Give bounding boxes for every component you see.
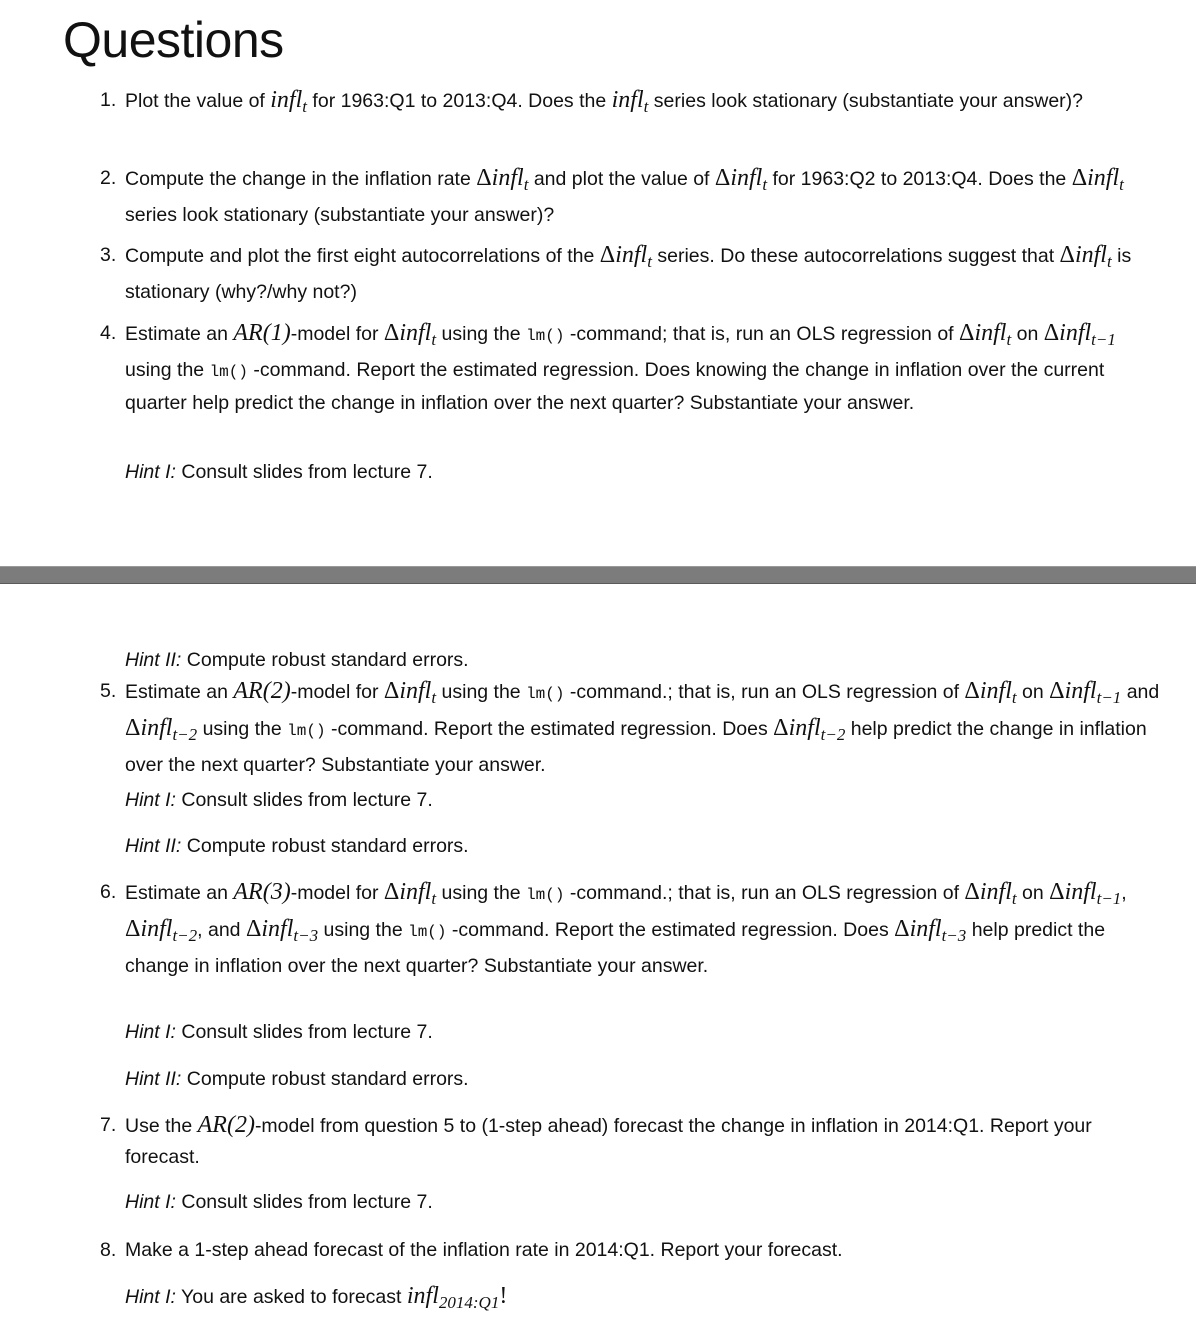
question-7 (100, 1110, 1160, 1173)
lm-code: lm() (408, 923, 447, 941)
q5-hint-1: Hint I: Consult slides from lecture 7. (125, 789, 433, 811)
lm-code: lm() (287, 722, 326, 740)
question-4 (100, 318, 1160, 419)
question-text: Estimate an AR(1)-model for Δinflt using the lm() -command; that is, run an OLS regression of Δinflt on Δinflt−1 using the lm() -command. Report the estimated regression. Does knowing the change in inflation over the current quarter help predict the change in inflation over the next quarter? Substantiate your answer. (125, 320, 1116, 414)
question-number: 1. (100, 89, 117, 111)
lm-code: lm() (526, 327, 565, 345)
question-number: 2. (100, 167, 117, 189)
question-number: 3. (100, 244, 117, 266)
question-1 (100, 85, 1160, 122)
q4-hint-1: Hint I: Consult slides from lecture 7. (125, 461, 433, 483)
q6-hint-2: Hint II: Compute robust standard errors. (125, 1068, 469, 1090)
question-text: Plot the value of inflt for 1963:Q1 to 2013:Q4. Does the inflt series look stationary (substantiate your answer)? (125, 87, 1084, 116)
question-text: Estimate an AR(2)-model for Δinflt using the lm() -command.; that is, run an OLS regression of Δinflt on Δinflt−1 and Δinflt−2 using the lm() -command. Report the estimated regression. Does Δinflt−2 help predict the change in inflation over the next quarter? Substantiate your answer. (125, 678, 1160, 776)
question-text: Make a 1-step ahead forecast of the inflation rate in 2014:Q1. Report your forecast. (125, 1239, 843, 1261)
page-divider (0, 566, 1196, 584)
page-title: Questions (63, 12, 284, 68)
q7-hint-1: Hint I: Consult slides from lecture 7. (125, 1191, 433, 1213)
q6-hint-1: Hint I: Consult slides from lecture 7. (125, 1021, 433, 1043)
question-text: Compute the change in the inflation rate Δinflt and plot the value of Δinflt for 1963:Q2 to 2013:Q4. Does the Δinflt series look stationary (substantiate your answer)? (125, 165, 1124, 226)
question-number: 4. (100, 322, 117, 344)
question-number: 6. (100, 881, 117, 903)
question-6 (100, 877, 1160, 982)
lm-code: lm() (526, 886, 565, 904)
q5-hint-2: Hint II: Compute robust standard errors. (125, 835, 469, 857)
question-3 (100, 240, 1160, 308)
question-2 (100, 163, 1160, 231)
question-8 (100, 1235, 1160, 1266)
q8-hint-1: Hint I: You are asked to forecast infl2014:Q1! (125, 1283, 508, 1312)
question-number: 8. (100, 1239, 117, 1261)
q4-hint-2: Hint II: Compute robust standard errors. (125, 649, 469, 671)
lm-code: lm() (209, 363, 248, 381)
question-text: Use the AR(2)-model from question 5 to (1-step ahead) forecast the change in inflation in 2014:Q1. Report your forecast. (125, 1112, 1092, 1168)
question-text: Compute and plot the first eight autocorrelations of the Δinflt series. Do these autocorrelations suggest that Δinflt is stationary (why?/why not?) (125, 242, 1132, 303)
question-5 (100, 676, 1160, 781)
question-text: Estimate an AR(3)-model for Δinflt using the lm() -command.; that is, run an OLS regression of Δinflt on Δinflt−1, Δinflt−2, and Δinflt−3 using the lm() -command. Report the estimated regression. Does Δinflt−3 help predict the change in inflation over the next quarter? Substantiate your answer. (125, 879, 1127, 977)
question-number: 5. (100, 680, 117, 702)
lm-code: lm() (526, 685, 565, 703)
question-number: 7. (100, 1114, 117, 1136)
